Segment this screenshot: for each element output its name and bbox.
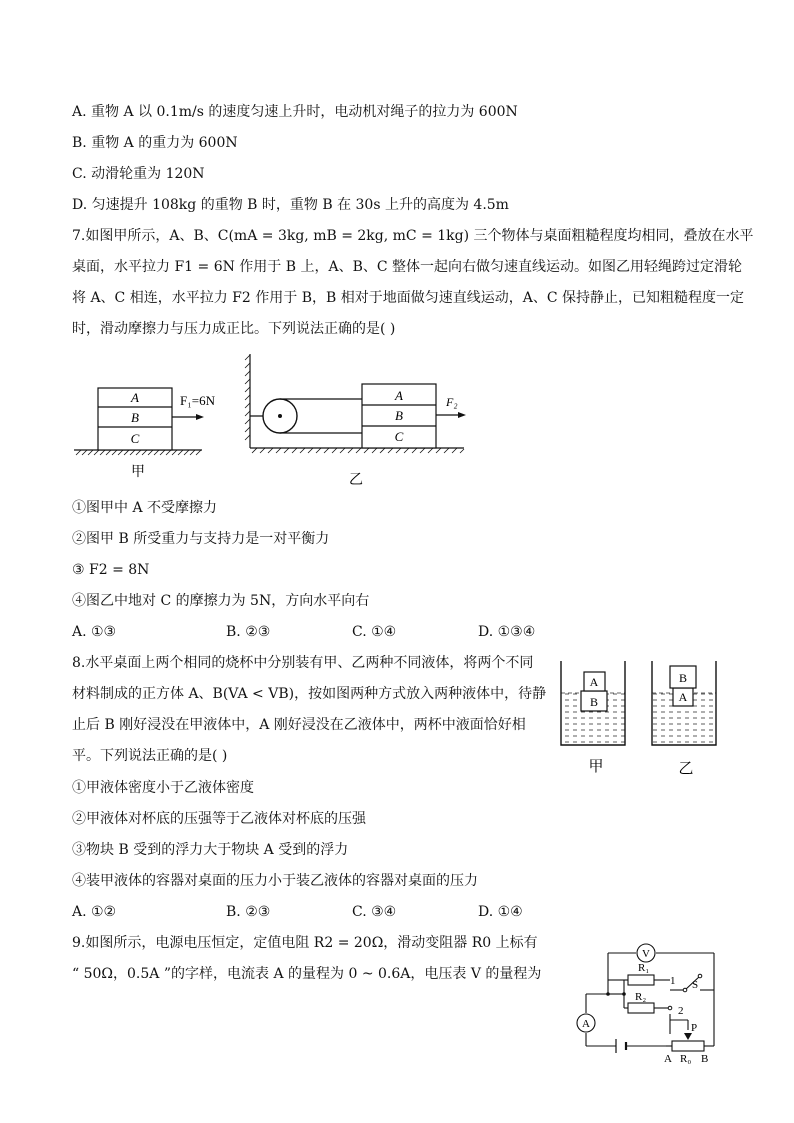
q7-statement-4: ④图乙中地对 C 的摩擦力为 5N，方向水平向右 — [72, 593, 370, 609]
q6-option-b: B. 重物 A 的重力为 600N — [72, 135, 238, 151]
resistor-r2 — [628, 1003, 654, 1013]
q7-stem-line-3: 将 A、C 相连，水平拉力 F2 作用于 B，B 相对于地面做匀速直线运动，A、C 保持静止，已知粗糙程度一定 — [72, 290, 744, 306]
q8-jia-top-block: A — [589, 675, 599, 689]
q7-option-b: B. ②③ — [226, 624, 271, 640]
q8-stem-line-3: 止后 B 刚好浸没在甲液体中，A 刚好浸没在乙液体中，两杯中液面恰好相 — [72, 717, 526, 733]
q8-option-d: D. ①④ — [478, 904, 523, 920]
switch-terminal-1: 1 — [670, 975, 676, 987]
resistor-r1 — [628, 975, 654, 985]
q8-statement-4: ④装甲液体的容器对桌面的压力小于装乙液体的容器对桌面的压力 — [72, 873, 478, 889]
yi-force-label: F₂ — [446, 395, 458, 409]
q8-statement-2: ②甲液体对杯底的压强等于乙液体对杯底的压强 — [72, 811, 366, 827]
q8-stem-line-2: 材料制成的正方体 A、B(VA < VB)，按如图两种方式放入两种液体中，待静 — [72, 686, 547, 702]
yi-caption: 乙 — [349, 473, 363, 488]
switch-label: S — [692, 979, 699, 991]
yi-block-b-label: B — [395, 408, 403, 423]
r0-label: R₀ — [680, 1053, 692, 1065]
q9-circuit-diagram — [570, 938, 730, 1066]
q8-yi-caption: 乙 — [678, 761, 694, 777]
q7-statement-2: ②图甲 B 所受重力与支持力是一对平衡力 — [72, 531, 330, 547]
q8-option-b: B. ②③ — [226, 904, 271, 920]
voltmeter-label: V — [642, 948, 650, 960]
q6-option-a: A. 重物 A 以 0.1m/s 的速度匀速上升时，电动机对绳子的拉力为 600N — [72, 104, 518, 120]
q7-option-d: D. ①③④ — [478, 624, 536, 640]
rheostat-end-b: B — [701, 1053, 709, 1065]
switch-terminal-2: 2 — [678, 1005, 684, 1017]
q6-option-c: C. 动滑轮重为 120N — [72, 166, 205, 182]
rheostat-end-a: A — [664, 1053, 672, 1065]
q8-jia-bottom-block: B — [589, 695, 599, 709]
slider-label: P — [691, 1022, 698, 1034]
q7-figure-yi — [232, 350, 482, 490]
jia-block-b-label: B — [131, 410, 139, 425]
q8-option-c: C. ③④ — [352, 904, 397, 920]
yi-block-c-label: C — [394, 429, 404, 444]
q7-statement-1: ①图甲中 A 不受摩擦力 — [72, 500, 218, 516]
q7-stem-line-4: 时，滑动摩擦力与压力成正比。下列说法正确的是( ) — [72, 321, 396, 337]
q8-stem-line-1: 8.水平桌面上两个相同的烧杯中分别装有甲、乙两种不同液体，将两个不同 — [72, 655, 534, 671]
jia-block-a-label: A — [131, 390, 139, 405]
q8-figure — [556, 655, 726, 780]
q7-option-c: C. ①④ — [352, 624, 397, 640]
q8-yi-bottom-block: A — [678, 690, 688, 704]
q8-statement-1: ①甲液体密度小于乙液体密度 — [72, 780, 254, 796]
yi-block-a-label: A — [395, 388, 403, 403]
jia-block-c-label: C — [130, 431, 140, 446]
q8-stem-line-4: 平。下列说法正确的是( ) — [72, 748, 228, 764]
q6-option-d: D. 匀速提升 108kg 的重物 B 时，重物 B 在 30s 上升的高度为 4.5m — [72, 197, 509, 213]
q7-stem-line-2: 桌面，水平拉力 F1 = 6N 作用于 B 上，A、B、C 整体一起向右做匀速直线运动。如图乙用轻绳跨过定滑轮 — [72, 259, 743, 275]
q7-statement-3: ③ F2 = 8N — [72, 562, 150, 578]
q7-stem-line-1: 7.如图甲所示，A、B、C(mA = 3kg, mB = 2kg, mC = 1kg) 三个物体与桌面粗糙程度均相同，叠放在水平 — [72, 228, 754, 244]
q8-option-a: A. ①② — [72, 904, 117, 920]
q9-stem-line-1: 9.如图所示，电源电压恒定，定值电阻 R2 = 20Ω，滑动变阻器 R0 上标有 — [72, 935, 538, 951]
q7-option-a: A. ①③ — [72, 624, 117, 640]
jia-force-label: F₁=6N — [180, 393, 215, 408]
r2-label: R₂ — [635, 991, 647, 1003]
jia-caption: 甲 — [131, 465, 145, 480]
q8-statement-3: ③物块 B 受到的浮力大于物块 A 受到的浮力 — [72, 842, 349, 858]
ammeter-label: A — [582, 1018, 590, 1030]
q8-jia-caption: 甲 — [588, 759, 604, 775]
q8-yi-top-block: B — [678, 671, 688, 685]
r1-label: R₁ — [638, 962, 650, 974]
q9-stem-line-2: “ 50Ω，0.5A ”的字样，电流表 A 的量程为 0 ~ 0.6A，电压表 V 的量程为 — [72, 966, 542, 982]
rheostat-r0 — [672, 1041, 704, 1051]
q7-figure-jia — [70, 380, 230, 480]
